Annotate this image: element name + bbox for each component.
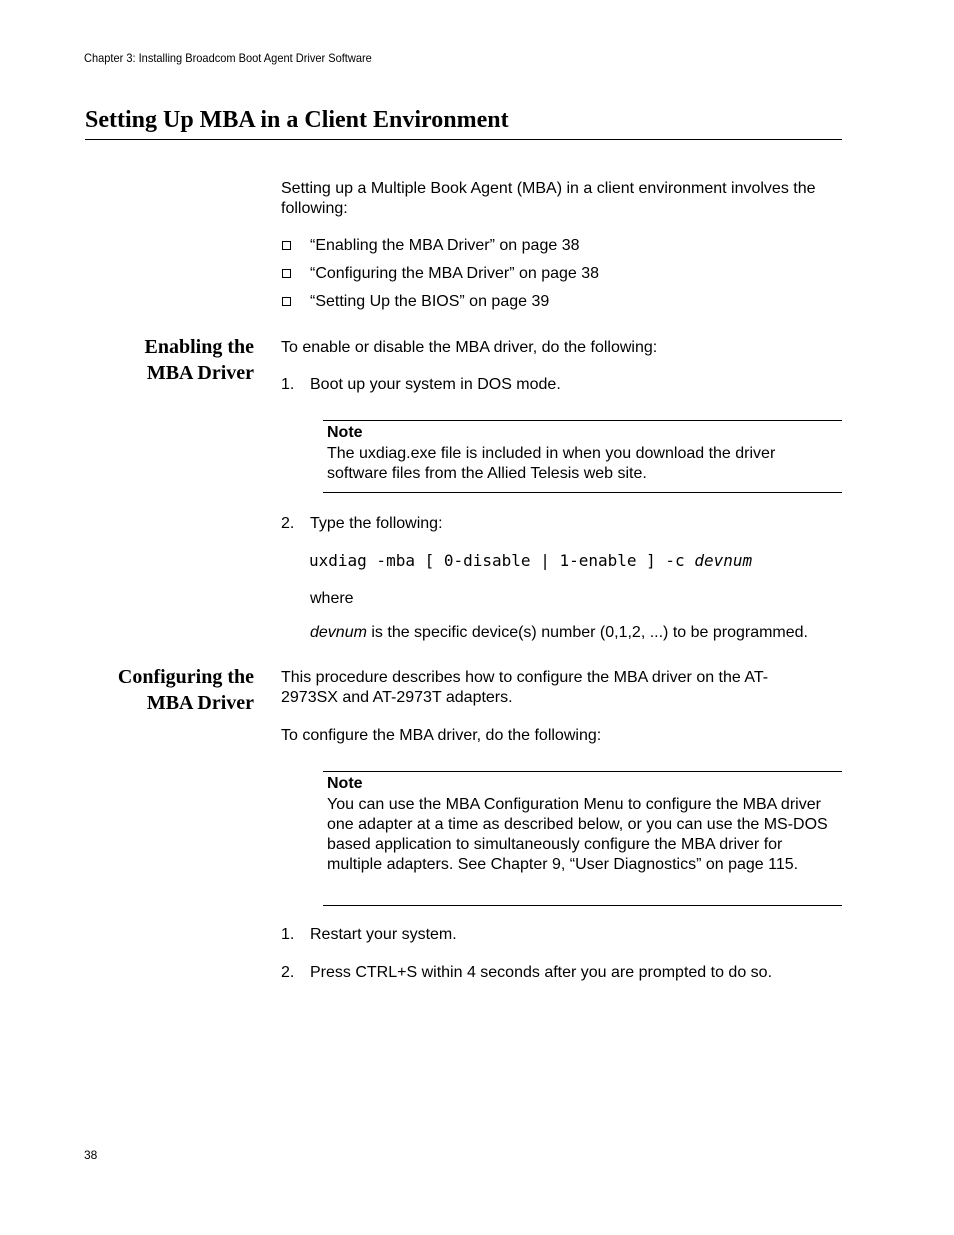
configuring-heading-line1: Configuring the <box>117 666 254 688</box>
toc-link-bios[interactable]: “Setting Up the BIOS” on page 39 <box>310 293 550 310</box>
step-number: 1. <box>281 926 295 943</box>
where-label: where <box>310 590 354 607</box>
page-number: 38 <box>84 1148 98 1162</box>
configuring-step-2: Press CTRL+S within 4 seconds after you are prompted to do so. <box>310 964 773 981</box>
configuring-step-1: Restart your system. <box>310 926 457 943</box>
note-title: Note <box>327 424 363 441</box>
enabling-heading <box>54 334 254 386</box>
devnum-desc: is the specific device(s) number (0,1,2, ...) to be programmed. <box>366 624 808 641</box>
enabling-heading-line1: Enabling the <box>144 336 254 358</box>
enabling-step-1: Boot up your system in DOS mode. <box>310 376 561 393</box>
chapter-header: Chapter 3: Installing Broadcom Boot Agent Driver Software <box>84 51 372 65</box>
step-number: 1. <box>281 376 295 393</box>
configuring-intro-2: To configure the MBA driver, do the following: <box>281 727 602 744</box>
enabling-intro: To enable or disable the MBA driver, do the following: <box>281 339 658 356</box>
bullet-box-icon <box>282 269 291 278</box>
note-bottom-rule <box>323 492 842 493</box>
note-text: You can use the MBA Configuration Menu to configure the MBA driver one adapter at a time as described below, or you can use the MS-DOS based application to simultaneously configure the MBA driver for multiple adapters. See Chapter 9, “User Diagnostics” on page 115. <box>327 796 828 873</box>
configuring-heading <box>54 664 254 716</box>
step-number: 2. <box>281 515 295 532</box>
devnum-description <box>310 623 808 643</box>
devnum-term: devnum <box>310 624 367 641</box>
section-intro: Setting up a Multiple Book Agent (MBA) in a client environment involves the following: <box>281 180 816 217</box>
note-bottom-rule <box>323 905 842 906</box>
configuring-heading-line2: MBA Driver <box>146 692 254 714</box>
enabling-heading-line2: MBA Driver <box>146 362 254 384</box>
note-top-rule <box>323 771 842 772</box>
bullet-box-icon <box>282 297 291 306</box>
note-text: The uxdiag.exe file is included in when you download the driver software files from the Allied Telesis web site. <box>327 445 776 482</box>
command-text: uxdiag -mba [ 0-disable | 1-enable ] -c <box>309 551 695 570</box>
section-title: Setting Up MBA in a Client Environment <box>85 107 509 133</box>
bullet-box-icon <box>282 241 291 250</box>
note-top-rule <box>323 420 842 421</box>
enabling-step-2: Type the following: <box>310 515 443 532</box>
configuring-intro: This procedure describes how to configure the MBA driver on the AT-2973SX and AT-2973T adapters. <box>281 669 769 706</box>
command-line <box>309 551 752 570</box>
toc-link-configuring[interactable]: “Configuring the MBA Driver” on page 38 <box>310 265 600 282</box>
note-title: Note <box>327 775 363 792</box>
step-number: 2. <box>281 964 295 981</box>
title-rule <box>85 139 842 140</box>
command-argument: devnum <box>694 551 753 570</box>
toc-link-enabling[interactable]: “Enabling the MBA Driver” on page 38 <box>310 237 580 254</box>
